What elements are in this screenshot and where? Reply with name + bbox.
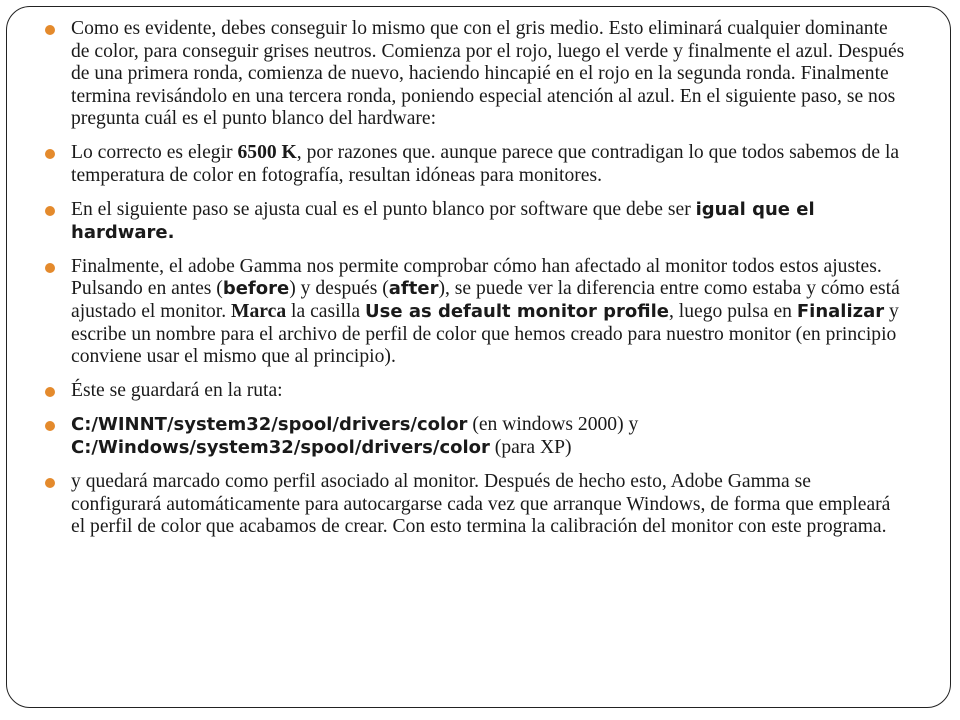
bullet-dot-icon	[45, 206, 55, 216]
bullet-text: , luego pulsa en	[668, 301, 797, 323]
bullet-text: En el siguiente paso se ajusta cual es el punto blanco por software que debe ser	[71, 199, 696, 221]
bullet-dot-icon	[45, 25, 55, 35]
bullet-item-2	[45, 142, 905, 187]
slide-frame	[6, 6, 951, 708]
button-label-finalizar: Finalizar	[796, 301, 885, 323]
bullet-bold-text: 6500 K	[237, 142, 297, 164]
bullet-dot-icon	[45, 263, 55, 273]
checkbox-label-default-profile: Use as default monitor profile	[365, 301, 669, 323]
bullet-text: Éste se guardará en la ruta:	[71, 380, 283, 402]
bullet-text: y escribe un nombre para el archivo de perfil de color que hemos creado para nuestro monitor (en principio conviene usar el mismo que al principio).	[71, 301, 899, 368]
bullet-text: (para XP)	[489, 437, 572, 458]
path-win2000: C:/WINNT/system32/spool/drivers/color	[71, 414, 468, 436]
bullet-text: y quedará marcado como perfil asociado al monitor. Después de hecho esto, Adobe Gamma se configurará automáticamente para autocargarse cada vez que arranque Windows, de forma que empleará el perfil de color que acabamos de crear. Con esto termina la calibración del monitor con este programa.	[71, 471, 891, 538]
bullet-text: la casilla	[286, 301, 366, 323]
bullet-text: Como es evidente, debes conseguir lo mismo que con el gris medio. Esto eliminará cualquier dominante de color, para conseguir grises neutros. Comienza por el rojo, luego el verde y finalmente el azul. Después de una primera ronda, comienza de nuevo, haciendo hincapié en el rojo en la segunda ronda. Finalmente termina revisándolo en una tercera ronda, poniendo especial atención al azul. En el siguiente paso, se nos pregunta cuál es el punto blanco del hardware:	[71, 18, 905, 130]
bullet-text: ) y después (	[289, 278, 389, 300]
bullet-item-3	[45, 199, 905, 244]
bullet-dot-icon	[45, 478, 55, 488]
bullet-item-4	[45, 256, 905, 369]
bullet-bold-text: igual que el hardware.	[71, 199, 815, 243]
bullet-dot-icon	[45, 421, 55, 431]
button-label-before: before	[222, 278, 290, 300]
bullet-item-7	[45, 471, 905, 539]
slide-body	[45, 18, 905, 550]
bullet-dot-icon	[45, 149, 55, 159]
bullet-text: Lo correcto es elegir	[71, 142, 238, 164]
button-label-after: after	[388, 278, 439, 300]
bullet-list	[45, 18, 905, 539]
bullet-text: Finalmente, el adobe Gamma nos permite comprobar cómo han afectado al monitor todos estos ajustes. Pulsando en antes (	[71, 255, 882, 300]
bullet-text: , por razones que. aunque parece que contradigan lo que todos sabemos de la temperatura de color en fotografía, resultan idóneas para monitores.	[71, 142, 900, 187]
path-winxp: C:/Windows/system32/spool/drivers/color	[71, 437, 490, 458]
bullet-text: (en windows 2000) y	[467, 414, 639, 436]
bullet-item-5	[45, 380, 905, 403]
bullet-item-6	[45, 414, 905, 459]
bullet-text: ), se puede ver la diferencia entre como estaba y cómo está ajustado el monitor.	[71, 278, 900, 323]
bullet-bold-text: Marca	[231, 301, 287, 323]
bullet-item-1	[45, 18, 905, 131]
bullet-dot-icon	[45, 387, 55, 397]
